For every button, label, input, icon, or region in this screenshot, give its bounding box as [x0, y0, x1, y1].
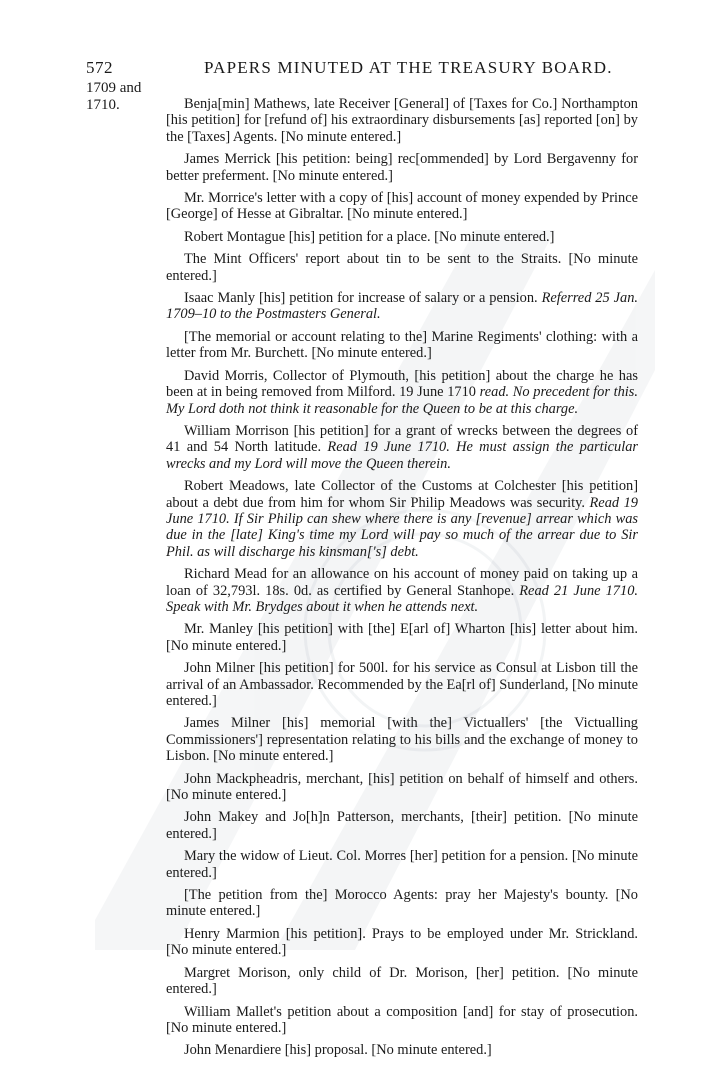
entry-note: Read 19 June 1710. He must assign the particular wrecks and my Lord will move the Queen therein. [166, 439, 639, 472]
entry-text: James Milner [his] memorial [with the] Victuallers' [the Victualling Commissioners'] representation relating to his bills and the exchange of money to Lisbon. [No minute entered.] [166, 715, 638, 765]
margin-year-line2: 1710. [86, 97, 120, 113]
entry-text: Robert Montague [his] petition for a place. [No minute entered.] [184, 228, 555, 245]
running-title: PAPERS MINUTED AT THE TREASURY BOARD. [204, 58, 613, 77]
entry-text: Isaac Manly [his] petition for increase of salary or a pension. [184, 290, 538, 307]
entry [166, 848, 638, 881]
entry [166, 965, 638, 998]
entry [166, 621, 638, 654]
entry-text: Margret Morison, only child of Dr. Morison, [her] petition. [No minute entered.] [166, 964, 638, 998]
entry [166, 771, 638, 804]
entry [166, 368, 638, 417]
entry-text: David Morris, Collector of Plymouth, [his petition] about the charge he has been at in being removed from Milford. 19 June 1710 [166, 367, 638, 401]
entry-text: The Mint Officers' report about tin to be sent to the Straits. [No minute entered.] [166, 251, 638, 284]
entry-text: John Mackpheadris, merchant, [his] petition on behalf of himself and others. [No minute entered.] [166, 770, 638, 804]
page-number: 572 [86, 58, 113, 77]
entry [166, 251, 638, 284]
entry [166, 809, 638, 842]
entry [166, 887, 638, 920]
entry-text: Benja[min] Mathews, late Receiver [General] of [Taxes for Co.] Northampton [his petition] for [refund of] his extraordinary disbursements [as] reported [on] by the [Taxes] Agents. [No minute entered.] [166, 96, 638, 145]
entry-note: read. No precedent for this. My Lord doth not think it reasonable for the Queen to be at this charge. [166, 384, 638, 417]
entry-text: [The petition from the] Morocco Agents: pray her Majesty's bounty. [No minute entered.] [166, 887, 638, 920]
entries-list [166, 96, 638, 1065]
entry [166, 96, 638, 145]
entry-text: William Morrison [his petition] for a grant of wrecks between the degrees of 41 and 54 North latitude. [166, 422, 638, 456]
entry-text: Mr. Morrice's letter with a copy of [his] account of money expended by Prince [George] of Hesse at Gibraltar. [No minute entered.] [166, 190, 638, 223]
entry-text: Mary the widow of Lieut. Col. Morres [her] petition for a pension. [No minute entered.] [166, 848, 638, 881]
entry [166, 1042, 638, 1058]
entry-text: Henry Marmion [his petition]. Prays to be employed under Mr. Strickland. [No minute entered.] [166, 925, 638, 959]
entry [166, 478, 638, 560]
entry [166, 1004, 638, 1037]
entry [166, 660, 638, 709]
entry-note: Referred 25 Jan. 1709–10 to the Postmasters General. [166, 290, 638, 323]
entry [166, 715, 638, 764]
margin-year-line1: 1709 and [86, 80, 142, 96]
entry-text: James Merrick [his petition: being] rec[ommended] by Lord Bergavenny for better preferment. [No minute entered.] [166, 151, 638, 184]
entry [166, 926, 638, 959]
entry-text: William Mallet's petition about a composition [and] for stay of prosecution. [No minute entered.] [166, 1003, 638, 1036]
entry-text: Robert Meadows, late Collector of the Customs at Colchester [his petition] about a debt due from him for whom Sir Philip Meadows was security. [166, 478, 638, 511]
entry-text: Mr. Manley [his petition] with [the] E[arl of] Wharton [his] letter about him. [No minute entered.] [166, 621, 638, 654]
entry-text: John Makey and Jo[h]n Patterson, merchants, [their] petition. [No minute entered.] [166, 809, 638, 842]
entry [166, 151, 638, 184]
entry [166, 229, 638, 245]
entry [166, 566, 638, 615]
entry [166, 329, 638, 362]
entry-text: John Menardiere [his] proposal. [No minute entered.] [184, 1042, 492, 1059]
entry [166, 290, 638, 323]
entry [166, 423, 638, 472]
entry [166, 190, 638, 223]
page-header [86, 58, 646, 82]
entry-note: Read 21 June 1710. Speak with Mr. Brydges about it when he attends next. [166, 582, 638, 615]
entry-text: John Milner [his petition] for 500l. for his service as Consul at Lisbon till the arrival of an Ambassador. Recommended by the Ea[rl of] Sunderland, [No minute entered.] [166, 660, 638, 709]
entry-note: Read 19 June 1710. If Sir Philip can shew where there is any [revenue] arrear which was due in the [late] King's time my Lord will pay so much of the arrear due to Sir Phil. as will discharge his kinsman['s] debt. [166, 494, 638, 560]
entry-text: Richard Mead for an allowance on his account of money paid on taking up a loan of 32,793l. 18s. 0d. as certified by General Stanhope. [166, 566, 638, 599]
entry-text: [The memorial or account relating to the] Marine Regiments' clothing: with a letter from Mr. Burchett. [No minute entered.] [166, 328, 638, 362]
